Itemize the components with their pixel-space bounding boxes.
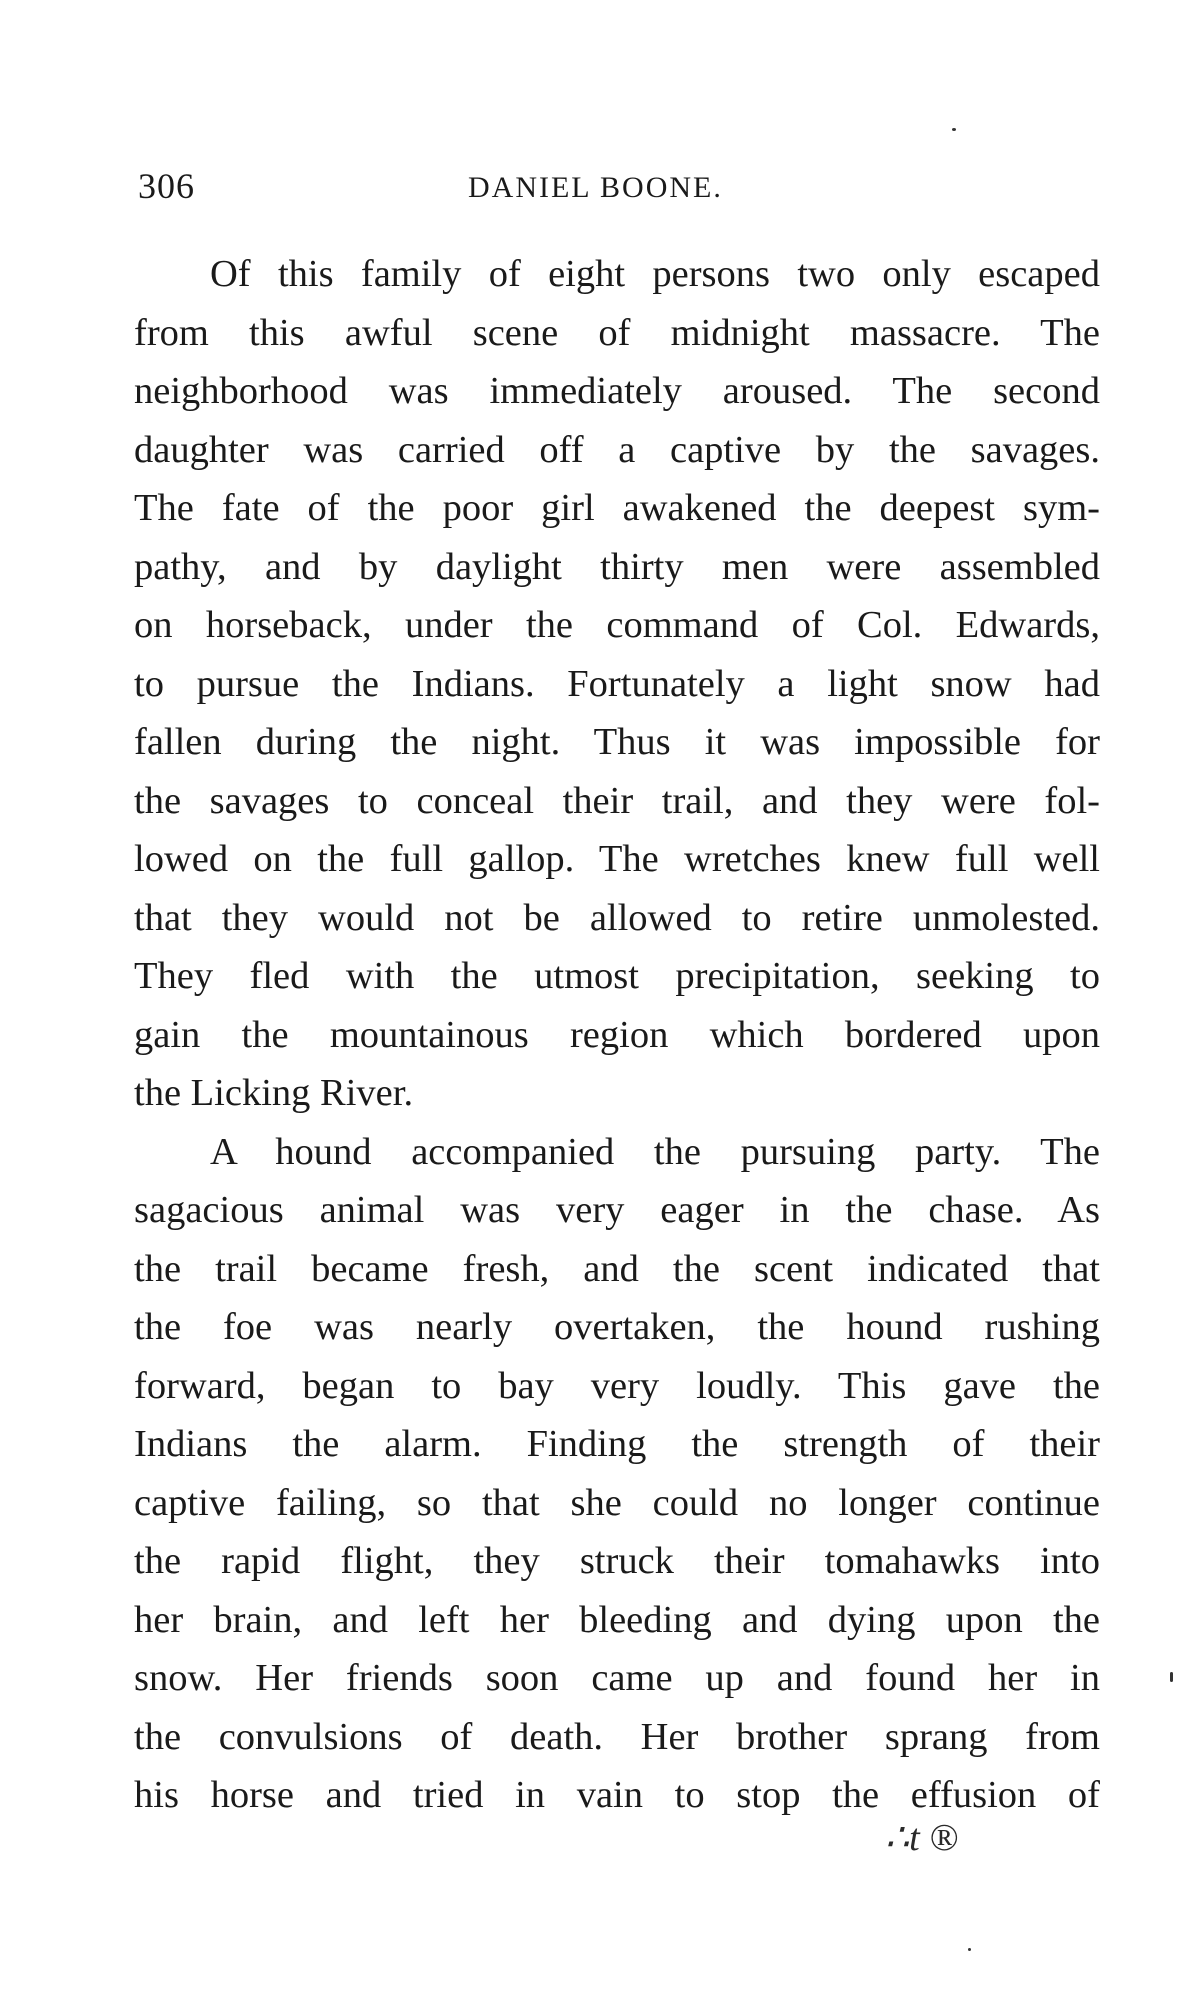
text-line: They fled with the utmost precipitation, seeking to bbox=[134, 955, 1100, 997]
body-text bbox=[134, 245, 1100, 1825]
paragraph-1 bbox=[134, 245, 1100, 1123]
text-line: sagacious animal was very eager in the chase. As bbox=[134, 1189, 1100, 1231]
text-line: daughter was carried off a captive by the savages. bbox=[134, 428, 1100, 471]
text-line: Indians the alarm. Finding the strength of their bbox=[134, 1423, 1100, 1465]
text-line: the foe was nearly overtaken, the hound rushing bbox=[134, 1306, 1100, 1348]
text-line: Of this family of eight persons two only escaped bbox=[210, 253, 1100, 295]
text-line: that they would not be allowed to retire unmolested. bbox=[134, 896, 1100, 939]
text-line: her brain, and left her bleeding and dying upon the bbox=[134, 1598, 1100, 1641]
text-line: A hound accompanied the pursuing party. The bbox=[210, 1130, 1100, 1173]
running-head bbox=[138, 165, 1100, 215]
text-line: to pursue the Indians. Fortunately a light snow had bbox=[134, 662, 1100, 705]
ink-speck bbox=[968, 1948, 971, 1951]
text-line: The fate of the poor girl awakened the deepest sym- bbox=[134, 487, 1100, 529]
running-title: DANIEL BOONE. bbox=[468, 171, 723, 204]
text-line: the savages to conceal their trail, and they were fol- bbox=[134, 779, 1100, 822]
text-line: his horse and tried in vain to stop the effusion of bbox=[134, 1774, 1100, 1816]
ink-speck bbox=[1170, 1672, 1173, 1682]
ink-speck bbox=[952, 128, 956, 131]
text-line: forward, began to bay very loudly. This gave the bbox=[134, 1364, 1100, 1407]
text-line: the rapid flight, they struck their tomahawks into bbox=[134, 1540, 1100, 1582]
text-line: the convulsions of death. Her brother sprang from bbox=[134, 1715, 1100, 1758]
text-line: on horseback, under the command of Col. Edwards, bbox=[134, 604, 1100, 646]
text-line: neighborhood was immediately aroused. The second bbox=[134, 370, 1100, 412]
text-line: snow. Her friends soon came up and found her in bbox=[134, 1657, 1100, 1699]
text-line: lowed on the full gallop. The wretches knew full well bbox=[134, 838, 1100, 880]
text-line: the trail became fresh, and the scent indicated that bbox=[134, 1247, 1100, 1290]
text-line: pathy, and by daylight thirty men were assembled bbox=[134, 545, 1100, 588]
library-stamp: ∴t ® bbox=[885, 1817, 959, 1859]
text-line: gain the mountainous region which bordered upon bbox=[134, 1013, 1100, 1056]
text-line: fallen during the night. Thus it was impossible for bbox=[134, 721, 1100, 763]
text-line: from this awful scene of midnight massacre. The bbox=[134, 311, 1100, 354]
text-line: the Licking River. bbox=[134, 1072, 414, 1114]
text-line: captive failing, so that she could no longer continue bbox=[134, 1481, 1100, 1524]
paragraph-2 bbox=[134, 1123, 1100, 1825]
page-number: 306 bbox=[138, 166, 195, 206]
